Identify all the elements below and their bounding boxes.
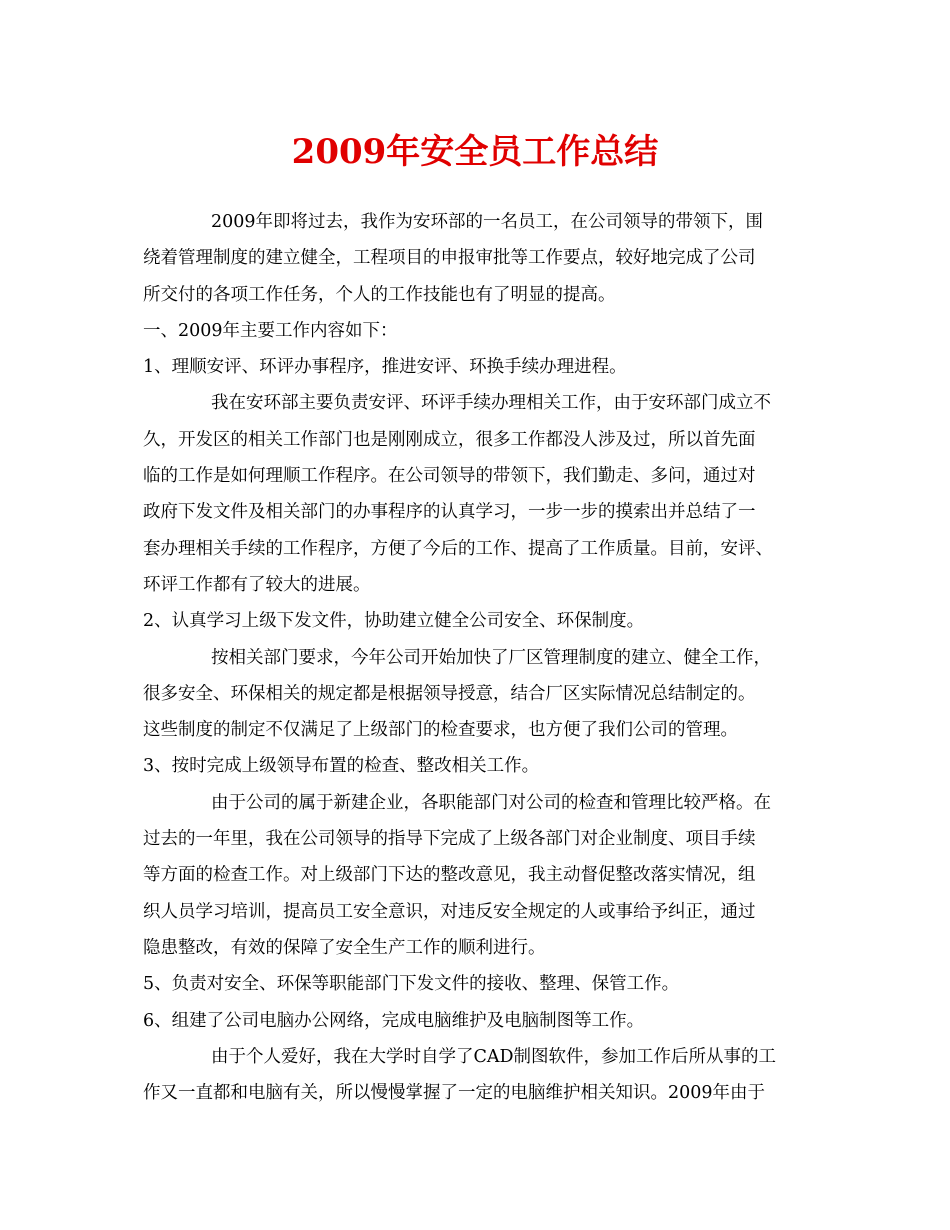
text-line: 1、理顺安评、环评办事程序，推进安评、环换手续办理进程。 bbox=[143, 357, 627, 378]
text-line: 很多安全、环保相关的规定都是根据领导授意，结合厂区实际情况总结制定的。 bbox=[143, 683, 756, 704]
text-line: 隐患整改，有效的保障了安全生产工作的顺利进行。 bbox=[143, 937, 546, 958]
paragraph-first-line: 按相关部门要求，今年公司开始加快了厂区管理制度的建立、健全工作， bbox=[211, 647, 771, 668]
document-body bbox=[143, 204, 813, 1111]
text-line: 3、按时完成上级领导布置的检查、整改相关工作。 bbox=[143, 756, 540, 777]
text-line: 一、2009年主要工作内容如下： bbox=[143, 320, 398, 341]
text-line: 套办理相关手续的工作程序，方便了今后的工作、提高了工作质量。目前，安评、 bbox=[143, 538, 773, 559]
text-line: 等方面的检查工作。对上级部门下达的整改意见，我主动督促整改落实情况，组 bbox=[143, 865, 756, 886]
paragraph-first-line: 2009年即将过去，我作为安环部的一名员工，在公司领导的带领下，围 bbox=[211, 212, 764, 232]
text-line: 作又一直都和电脑有关，所以慢慢掌握了一定的电脑维护相关知识。2009年由于 bbox=[143, 1083, 766, 1104]
document-title: 2009年安全员工作总结 bbox=[291, 132, 659, 172]
text-line: 2、认真学习上级下发文件，协助建立健全公司安全、环保制度。 bbox=[143, 611, 645, 632]
text-line: 织人员学习培训，提高员工安全意识，对违反安全规定的人或事给予纠正，通过 bbox=[143, 901, 756, 922]
text-line: 过去的一年里，我在公司领导的指导下完成了上级各部门对企业制度、项目手续 bbox=[143, 829, 756, 850]
text-line: 这些制度的制定不仅满足了上级部门的检查要求，也方便了我们公司的管理。 bbox=[143, 720, 738, 741]
text-line: 所交付的各项工作任务，个人的工作技能也有了明显的提高。 bbox=[143, 284, 616, 305]
paragraph-first-line: 我在安环部主要负责安评、环评手续办理相关工作，由于安环部门成立不 bbox=[211, 393, 771, 414]
text-line: 临的工作是如何理顺工作程序。在公司领导的带领下，我们勤走、多问，通过对 bbox=[143, 466, 756, 487]
text-line: 久，开发区的相关工作部门也是刚刚成立，很多工作都没人涉及过，所以首先面 bbox=[143, 429, 756, 450]
text-line: 环评工作都有了较大的进展。 bbox=[143, 574, 371, 595]
paragraph-first-line: 由于个人爱好，我在大学时自学了CAD制图软件，参加工作后所从事的工 bbox=[211, 1046, 777, 1067]
paragraph-first-line: 由于公司的属于新建企业，各职能部门对公司的检查和管理比较严格。在 bbox=[211, 792, 771, 813]
text-line: 5、负责对安全、环保等职能部门下发文件的接收、整理、保管工作。 bbox=[143, 974, 680, 995]
text-line: 6、组建了公司电脑办公网络，完成电脑维护及电脑制图等工作。 bbox=[143, 1010, 645, 1031]
text-line: 政府下发文件及相关部门的办事程序的认真学习，一步一步的摸索出并总结了一 bbox=[143, 502, 756, 523]
text-line: 绕着管理制度的建立健全，工程项目的申报审批等工作要点，较好地完成了公司 bbox=[143, 248, 756, 269]
